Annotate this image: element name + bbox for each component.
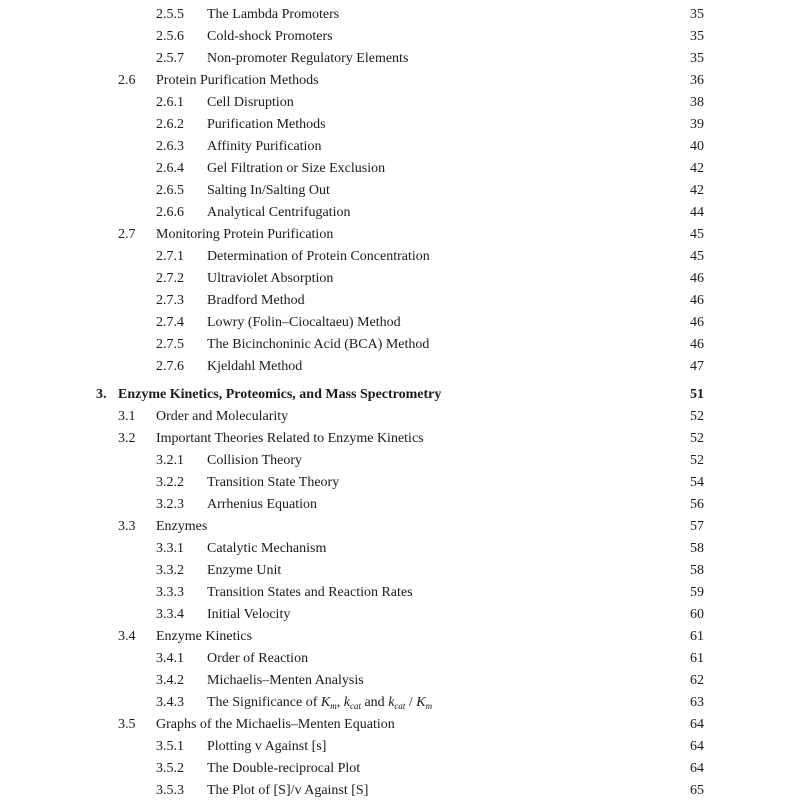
- subsection-entry[interactable]: [0, 670, 800, 692]
- entry-page-number: 35: [690, 51, 704, 66]
- entry-title: Catalytic Mechanism: [207, 541, 327, 556]
- subsection-entry[interactable]: [0, 538, 800, 560]
- entry-title: The Bicinchoninic Acid (BCA) Method: [207, 337, 430, 352]
- subsection-entry[interactable]: [0, 202, 800, 224]
- entry-page-number: 47: [690, 359, 704, 374]
- entry-page-number: 40: [690, 139, 704, 154]
- entry-title: Cold-shock Promoters: [207, 29, 333, 44]
- entry-title: Transition State Theory: [207, 475, 340, 490]
- entry-number: 2.7.3: [156, 293, 184, 308]
- section-entry[interactable]: [0, 224, 800, 246]
- entry-title: The Double-reciprocal Plot: [207, 761, 361, 776]
- entry-page-number: 62: [690, 673, 704, 688]
- subsection-entry[interactable]: [0, 26, 800, 48]
- entry-number: 3.5.2: [156, 761, 184, 776]
- subsection-entry[interactable]: [0, 758, 800, 780]
- entry-page-number: 64: [690, 739, 704, 754]
- entry-title: Bradford Method: [207, 293, 305, 308]
- entry-number: 3.3.3: [156, 585, 184, 600]
- entry-title: Arrhenius Equation: [207, 497, 318, 512]
- entry-title: Purification Methods: [207, 117, 326, 132]
- subsection-entry[interactable]: [0, 692, 800, 714]
- entry-page-number: 46: [690, 271, 704, 286]
- entry-number: 3.4.3: [156, 695, 184, 710]
- entry-title: Ultraviolet Absorption: [207, 271, 334, 286]
- entry-number: 2.6.6: [156, 205, 184, 220]
- entry-page-number: 59: [690, 585, 704, 600]
- entry-page-number: 61: [690, 629, 704, 644]
- entry-number: 2.6.2: [156, 117, 184, 132]
- section-entry[interactable]: [0, 714, 800, 736]
- entry-number: 3.3.4: [156, 607, 184, 622]
- entry-number: 3.5.3: [156, 783, 184, 798]
- entry-number: 3.2.2: [156, 475, 184, 490]
- entry-page-number: 52: [690, 453, 704, 468]
- entry-page-number: 61: [690, 651, 704, 666]
- entry-page-number: 60: [690, 607, 704, 622]
- subsection-entry[interactable]: [0, 736, 800, 758]
- subsection-entry[interactable]: [0, 136, 800, 158]
- entry-page-number: 38: [690, 95, 704, 110]
- subsection-entry[interactable]: [0, 356, 800, 378]
- entry-title: Enzyme Kinetics: [156, 629, 253, 644]
- entry-page-number: 42: [690, 183, 704, 198]
- subsection-entry[interactable]: [0, 334, 800, 356]
- entry-page-number: 36: [690, 73, 704, 88]
- subsection-entry[interactable]: [0, 648, 800, 670]
- entry-number: 2.6: [118, 73, 136, 88]
- entry-page-number: 45: [690, 227, 704, 242]
- entry-page-number: 57: [690, 519, 704, 534]
- entry-number: 3.3.1: [156, 541, 184, 556]
- subsection-entry[interactable]: [0, 4, 800, 26]
- entry-number: 3.5: [118, 717, 136, 732]
- entry-title: Order of Reaction: [207, 651, 309, 666]
- entry-page-number: 52: [690, 431, 704, 446]
- entry-page-number: 65: [690, 783, 704, 798]
- entry-number: 3.1: [118, 409, 136, 424]
- entry-number: 3.2.1: [156, 453, 184, 468]
- entry-title: Salting In/Salting Out: [207, 183, 330, 198]
- section-entry[interactable]: [0, 516, 800, 538]
- subsection-entry[interactable]: [0, 780, 800, 802]
- entry-title: Analytical Centrifugation: [207, 205, 351, 220]
- entry-page-number: 46: [690, 293, 704, 308]
- entry-number: 3.: [96, 387, 107, 402]
- entry-title: Enzyme Unit: [207, 563, 282, 578]
- subsection-entry[interactable]: [0, 582, 800, 604]
- entry-title: Plotting v Against [s]: [207, 739, 327, 754]
- entry-number: 3.3: [118, 519, 136, 534]
- entry-number: 3.5.1: [156, 739, 184, 754]
- entry-page-number: 44: [690, 205, 704, 220]
- entry-page-number: 46: [690, 337, 704, 352]
- entry-number: 2.6.1: [156, 95, 184, 110]
- entry-title: Non-promoter Regulatory Elements: [207, 51, 409, 66]
- entry-page-number: 58: [690, 541, 704, 556]
- entry-title: Kjeldahl Method: [207, 359, 303, 374]
- entry-title: Important Theories Related to Enzyme Kinetics: [156, 431, 424, 446]
- entry-number: 2.7.1: [156, 249, 184, 264]
- entry-title: Affinity Purification: [207, 139, 322, 154]
- entry-number: 2.7.6: [156, 359, 184, 374]
- entry-title: Monitoring Protein Purification: [156, 227, 334, 242]
- entry-page-number: 56: [690, 497, 704, 512]
- section-entry[interactable]: [0, 428, 800, 450]
- entry-title: Graphs of the Michaelis–Menten Equation: [156, 717, 395, 732]
- subsection-entry[interactable]: [0, 246, 800, 268]
- subsection-entry[interactable]: [0, 450, 800, 472]
- entry-number: 2.7: [118, 227, 136, 242]
- entry-number: 3.4.1: [156, 651, 184, 666]
- subsection-entry[interactable]: [0, 560, 800, 582]
- subsection-entry[interactable]: [0, 92, 800, 114]
- entry-number: 2.7.5: [156, 337, 184, 352]
- entry-title: Protein Purification Methods: [156, 73, 319, 88]
- entry-page-number: 35: [690, 29, 704, 44]
- entry-page-number: 35: [690, 7, 704, 22]
- subsection-entry[interactable]: [0, 312, 800, 334]
- entry-page-number: 46: [690, 315, 704, 330]
- subsection-entry[interactable]: [0, 268, 800, 290]
- entry-number: 3.4: [118, 629, 136, 644]
- entry-title: The Lambda Promoters: [207, 7, 340, 22]
- table-of-contents: [0, 4, 800, 802]
- entry-number: 3.2.3: [156, 497, 184, 512]
- entry-page-number: 39: [690, 117, 704, 132]
- subsection-entry[interactable]: [0, 114, 800, 136]
- entry-page-number: 45: [690, 249, 704, 264]
- subsection-entry[interactable]: [0, 180, 800, 202]
- subsection-entry[interactable]: [0, 472, 800, 494]
- entry-title: The Plot of [S]/v Against [S]: [207, 783, 369, 798]
- entry-number: 2.5.5: [156, 7, 184, 22]
- entry-title: Enzymes: [156, 519, 208, 534]
- chapter-entry[interactable]: [0, 384, 800, 406]
- entry-page-number: 64: [690, 761, 704, 776]
- entry-page-number: 42: [690, 161, 704, 176]
- entry-title: Determination of Protein Concentration: [207, 249, 430, 264]
- section-entry[interactable]: [0, 70, 800, 92]
- entry-number: 3.2: [118, 431, 136, 446]
- entry-number: 2.7.2: [156, 271, 184, 286]
- entry-number: 2.6.3: [156, 139, 184, 154]
- entry-number: 2.5.6: [156, 29, 184, 44]
- subsection-entry[interactable]: [0, 158, 800, 180]
- subsection-entry[interactable]: [0, 604, 800, 626]
- entry-number: 2.5.7: [156, 51, 184, 66]
- section-entry[interactable]: [0, 626, 800, 648]
- section-entry[interactable]: [0, 406, 800, 428]
- entry-number: 2.6.4: [156, 161, 184, 176]
- entry-title: Initial Velocity: [207, 607, 291, 622]
- entry-number: 3.3.2: [156, 563, 184, 578]
- entry-title: Order and Molecularity: [156, 409, 289, 424]
- entry-page-number: 63: [690, 695, 704, 710]
- entry-title: The Significance of $K_m$, $k_{cat}$ and $k_{cat} / K_m$: [207, 695, 433, 711]
- subsection-entry[interactable]: [0, 290, 800, 312]
- entry-number: 2.6.5: [156, 183, 184, 198]
- entry-page-number: 64: [690, 717, 704, 732]
- entry-page-number: 54: [690, 475, 704, 490]
- entry-title: Enzyme Kinetics, Proteomics, and Mass Spectrometry: [118, 387, 442, 402]
- entry-page-number: 58: [690, 563, 704, 578]
- entry-title: Transition States and Reaction Rates: [207, 585, 413, 600]
- entry-title: Cell Disruption: [207, 95, 294, 110]
- subsection-entry[interactable]: [0, 494, 800, 516]
- entry-number: 2.7.4: [156, 315, 184, 330]
- entry-page-number: 51: [690, 387, 704, 402]
- entry-title: Michaelis–Menten Analysis: [207, 673, 364, 688]
- subsection-entry[interactable]: [0, 48, 800, 70]
- entry-number: 3.4.2: [156, 673, 184, 688]
- entry-title: Gel Filtration or Size Exclusion: [207, 161, 386, 176]
- entry-title: Lowry (Folin–Ciocaltaeu) Method: [207, 315, 401, 330]
- entry-page-number: 52: [690, 409, 704, 424]
- entry-title: Collision Theory: [207, 453, 303, 468]
